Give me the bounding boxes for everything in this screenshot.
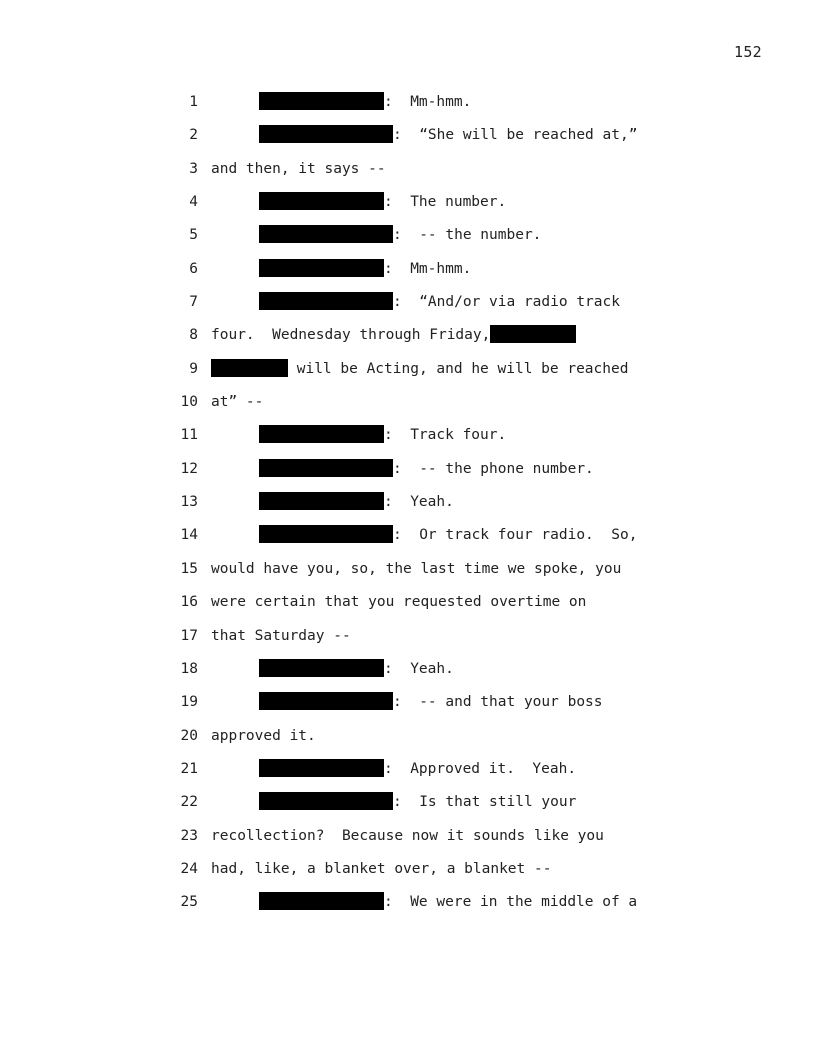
line-number: 12 <box>180 460 198 477</box>
speaker-line <box>259 653 454 686</box>
line-text: would have you, so, the last time we spoke, you <box>211 560 622 577</box>
transcript-line <box>0 519 816 552</box>
redaction-block <box>259 525 393 543</box>
redaction-block <box>259 192 384 210</box>
continuation-line <box>211 853 551 886</box>
transcript-line <box>0 319 816 352</box>
redaction-block <box>259 292 393 310</box>
transcript-line <box>0 186 816 219</box>
line-text: : Or track four radio. So, <box>393 527 638 544</box>
line-text: and then, it says -- <box>211 160 386 177</box>
line-number: 4 <box>189 194 198 211</box>
line-text: : Mm-hmm. <box>384 94 472 110</box>
transcript-line <box>0 786 816 819</box>
speaker-line <box>259 886 637 919</box>
line-text: had, like, a blanket over, a blanket -- <box>211 860 552 877</box>
line-text: approved it. <box>211 727 316 744</box>
line-text: : The number. <box>384 194 507 211</box>
speaker-line <box>259 753 576 786</box>
continuation-line <box>211 620 351 653</box>
speaker-line <box>259 86 471 119</box>
line-text: : “And/or via radio track <box>393 294 620 311</box>
speaker-line <box>259 253 471 286</box>
line-text: that Saturday -- <box>211 627 351 644</box>
line-number: 21 <box>180 760 198 777</box>
transcript-line <box>0 86 816 119</box>
redaction-block <box>259 492 384 510</box>
transcript-line <box>0 653 816 686</box>
redaction-block <box>259 659 384 677</box>
line-number: 19 <box>180 694 198 711</box>
line-number: 13 <box>180 494 198 511</box>
line-text: : -- the phone number. <box>393 460 594 477</box>
transcript-line <box>0 720 816 753</box>
line-text: four. Wednesday through Friday, <box>211 327 491 344</box>
transcript-line <box>0 286 816 319</box>
line-number: 15 <box>180 560 198 577</box>
redaction-block <box>259 225 393 243</box>
page-number: 152 <box>734 43 762 61</box>
line-text: : -- and that your boss <box>393 694 603 711</box>
redaction-block <box>259 459 393 477</box>
continuation-line <box>211 586 586 619</box>
line-number: 22 <box>180 794 198 811</box>
transcript-line <box>0 353 816 386</box>
speaker-line <box>259 453 594 486</box>
line-text: : Mm-hmm. <box>384 260 472 277</box>
line-text: were certain that you requested overtime on <box>211 594 587 611</box>
transcript-line <box>0 119 816 152</box>
continuation-line <box>211 353 628 386</box>
line-number: 10 <box>180 394 198 411</box>
line-text: : “She will be reached at,” <box>393 127 638 144</box>
redaction-block <box>259 125 393 143</box>
transcript-line <box>0 453 816 486</box>
transcript-line <box>0 419 816 452</box>
line-text: recollection? Because now it sounds like you <box>211 827 604 844</box>
redaction-block <box>259 259 384 277</box>
speaker-line <box>259 186 506 219</box>
line-number: 6 <box>189 260 198 277</box>
transcript-line <box>0 620 816 653</box>
continuation-line <box>211 820 604 853</box>
speaker-line <box>259 686 603 719</box>
line-number: 18 <box>180 660 198 677</box>
line-text: at” -- <box>211 394 264 411</box>
transcript-line <box>0 886 816 919</box>
line-number: 14 <box>180 527 198 544</box>
redaction-block <box>259 425 384 443</box>
speaker-line <box>259 786 576 819</box>
line-number: 11 <box>180 427 198 444</box>
speaker-line <box>259 519 637 552</box>
continuation-line <box>211 386 263 419</box>
transcript-line <box>0 586 816 619</box>
line-number: 25 <box>180 894 198 911</box>
speaker-line <box>259 219 541 252</box>
line-text: : Approved it. Yeah. <box>384 760 577 777</box>
redaction-block <box>259 759 384 777</box>
line-number: 8 <box>189 327 198 344</box>
transcript-line <box>0 219 816 252</box>
redaction-block <box>259 892 384 910</box>
transcript-line <box>0 253 816 286</box>
line-text: : Yeah. <box>384 494 454 511</box>
line-text: : Track four. <box>384 427 507 444</box>
transcript-line <box>0 386 816 419</box>
transcript-line <box>0 553 816 586</box>
redaction-block <box>259 92 384 110</box>
line-number: 7 <box>189 294 198 311</box>
line-number: 2 <box>189 127 198 144</box>
line-text: : Yeah. <box>384 660 454 677</box>
speaker-line <box>259 119 637 152</box>
continuation-line <box>211 319 576 352</box>
line-text: : -- the number. <box>393 227 542 244</box>
speaker-line <box>259 286 620 319</box>
line-number: 20 <box>180 727 198 744</box>
continuation-line <box>211 153 386 186</box>
transcript-line <box>0 686 816 719</box>
transcript-line <box>0 820 816 853</box>
redaction-block <box>259 792 393 810</box>
redaction-block <box>490 325 576 343</box>
transcript-body <box>0 86 816 920</box>
redaction-block <box>259 692 393 710</box>
line-text: will be Acting, and he will be reached <box>288 360 629 377</box>
line-number: 24 <box>180 860 198 877</box>
transcript-line <box>0 753 816 786</box>
line-number: 17 <box>180 627 198 644</box>
line-number: 1 <box>189 94 198 110</box>
transcript-line <box>0 153 816 186</box>
transcript-line <box>0 853 816 886</box>
continuation-line <box>211 553 621 586</box>
line-text: : We were in the middle of a <box>384 894 638 911</box>
line-number: 9 <box>189 360 198 377</box>
speaker-line <box>259 486 454 519</box>
line-text: : Is that still your <box>393 794 577 811</box>
line-number: 3 <box>189 160 198 177</box>
line-number: 16 <box>180 594 198 611</box>
continuation-line <box>211 720 316 753</box>
redaction-block <box>211 359 288 377</box>
speaker-line <box>259 419 506 452</box>
line-number: 5 <box>189 227 198 244</box>
transcript-line <box>0 486 816 519</box>
line-number: 23 <box>180 827 198 844</box>
